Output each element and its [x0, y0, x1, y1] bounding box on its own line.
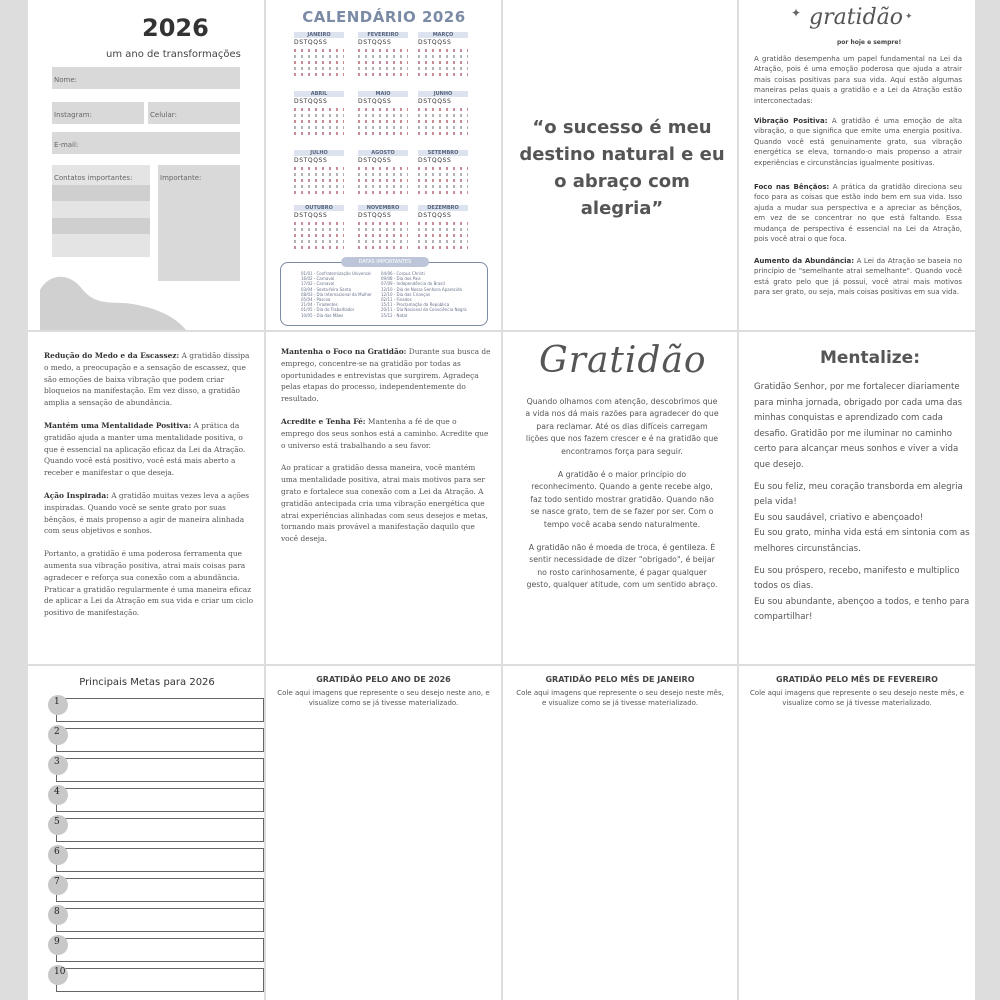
day-row: [418, 167, 468, 170]
fear-scarcity-text: [44, 350, 256, 630]
goal-row[interactable]: [48, 755, 248, 781]
section-faith: Acredite e Tenha Fé: Mantenha a fé de que o emprego dos seus sonhos está a caminho. Acredite que o universo está trabalhando a seu favor.: [281, 416, 489, 450]
important-date: 10/05 - Dia das Mães: [301, 312, 344, 318]
gratitude-section-vibration: Vibração Positiva: A gratidão é uma emoção de alta vibração, o que significa que emite uma energia positiva. Quando você está genuinamente grato, sua vibração energética se eleva, tornando-o mais propenso a atrair experiências e circunstâncias igualmente positivas.: [754, 117, 962, 167]
day-row: [418, 55, 468, 58]
month-name: OUTUBRO: [294, 205, 344, 211]
year-title: 2026: [142, 14, 209, 42]
day-row: [358, 114, 408, 117]
day-row: [294, 67, 344, 70]
weekday-header: DSTQQSS: [418, 157, 452, 164]
weekday-header: DSTQQSS: [358, 212, 392, 219]
day-row: [294, 173, 344, 176]
day-row: [358, 173, 408, 176]
important-date: 16/02 - Carnaval: [301, 276, 335, 282]
goal-number-circle: 8: [48, 905, 68, 925]
day-row: [294, 222, 344, 225]
mentalize-title: Mentalize:: [819, 348, 921, 368]
day-row: [418, 132, 468, 135]
name-field[interactable]: Nome:: [52, 67, 240, 89]
day-row: [418, 185, 468, 188]
gratitude-script-title: gratidão: [809, 5, 904, 30]
important-date: 07/09 - Independência do Brasil: [381, 281, 445, 287]
day-row: [358, 246, 408, 249]
goal-input-box[interactable]: [56, 728, 264, 752]
gratitude-section-abundance: Aumento da Abundância: A Lei da Atração se baseia no princípio de "semelhante atrai semelhante". Quando você está grato pelo que já possui, você atrai mais motivos para ser grato, ou seja, mais coisas positivas em sua vida.: [754, 257, 962, 297]
day-row: [358, 132, 408, 135]
gratitude-intro: A gratidão desempenha um papel fundamental na Lei da Atração, pois é uma emoção poderosa que ajuda a atrair mais coisas positivas para sua vida. Aqui estão algumas maneiras pelas quais a gratidão e a Lei da Atração estão interconectadas:: [754, 55, 962, 105]
day-row: [358, 120, 408, 123]
day-row: [358, 185, 408, 188]
goal-row[interactable]: [48, 905, 248, 931]
month-name: JUNHO: [418, 91, 468, 97]
day-row: [294, 73, 344, 76]
calendar-month: [358, 91, 408, 135]
weekday-header: DSTQQSS: [294, 212, 328, 219]
goal-input-box[interactable]: [56, 878, 264, 902]
goal-row[interactable]: [48, 845, 248, 871]
goal-input-box[interactable]: [56, 758, 264, 782]
important-field[interactable]: Importante:: [158, 165, 240, 281]
day-row: [294, 108, 344, 111]
day-row: [294, 61, 344, 64]
goal-row[interactable]: [48, 695, 248, 721]
section-positive-mindset: Mantém uma Mentalidade Positiva: A prática da gratidão ajuda a manter uma mentalidade positiva, o que é essencial na aplicação eficaz da Lei da Atração. Quando você está positivo, você está mais aberto a receber e manifestar o que deseja.: [44, 420, 246, 478]
goal-number-circle: 6: [48, 845, 68, 865]
day-row: [418, 114, 468, 117]
day-row: [294, 120, 344, 123]
dates-list-right: [381, 271, 467, 318]
month-name: MAIO: [358, 91, 408, 97]
goal-number-circle: 9: [48, 935, 68, 955]
calendar-month: [294, 205, 344, 249]
day-row: [418, 49, 468, 52]
vision-year-panel: [266, 666, 501, 1000]
day-row: [418, 222, 468, 225]
sparkle-icon: ✦: [905, 12, 913, 22]
important-date: 01/01 - Confraternização Universal: [301, 271, 371, 276]
goal-input-box[interactable]: [56, 698, 264, 722]
gratitude-article-panel: [739, 0, 975, 330]
goal-row[interactable]: [48, 785, 248, 811]
important-date: 15/11 - Proclamação da República: [381, 302, 450, 308]
important-date: 21/04 - Tiradentes: [301, 302, 338, 308]
month-name: SETEMBRO: [418, 150, 468, 156]
calendar-panel: [266, 0, 501, 330]
day-row: [294, 55, 344, 58]
weekday-header: DSTQQSS: [358, 39, 392, 46]
important-date: 01/05 - Dia do Trabalhador: [301, 307, 355, 313]
calendar-month: [358, 150, 408, 194]
goals-panel: [28, 666, 264, 1000]
affirmation-quote: “o sucesso é meu destino natural e eu o abraço com alegria”: [519, 117, 725, 219]
goal-input-box[interactable]: [56, 818, 264, 842]
goal-number-circle: 1: [48, 695, 68, 715]
day-row: [418, 108, 468, 111]
vision-year-title: GRATIDÃO PELO ANO DE 2026: [316, 675, 451, 684]
month-name: DEZEMBRO: [418, 205, 468, 211]
day-row: [358, 55, 408, 58]
contacts-stripe: [52, 218, 150, 234]
goal-input-box[interactable]: [56, 788, 264, 812]
day-row: [418, 240, 468, 243]
day-row: [358, 228, 408, 231]
calendar-title: CALENDÁRIO 2026: [302, 8, 466, 26]
day-row: [418, 246, 468, 249]
important-date: 04/06 - Corpus Christi: [381, 271, 425, 276]
important-date: 05/04 - Páscoa: [301, 297, 331, 303]
day-row: [418, 126, 468, 129]
day-row: [294, 114, 344, 117]
day-row: [294, 191, 344, 194]
gratitude-page-panel: [503, 332, 737, 664]
contacts-field[interactable]: Contatos importantes:: [52, 165, 150, 257]
section-closing: Portanto, a gratidão é uma poderosa ferramenta que aumenta sua vibração positiva, atrai mais coisas para agradecer e reforça sua conexão com a abundância. Praticar a gratidão regularmente é uma maneira eficaz de aplicar a Lei da Atração em sua vida e criar um ciclo positivo de manifestação.: [44, 549, 254, 618]
mentalize-panel: [739, 332, 975, 664]
important-date: 12/10 - Dia das Crianças: [381, 291, 431, 297]
day-row: [294, 167, 344, 170]
calendar-month: [294, 150, 344, 194]
month-name: MARÇO: [418, 32, 468, 38]
day-row: [294, 126, 344, 129]
important-date: 09/08 - Dia dos Pais: [381, 276, 421, 282]
focus-faith-panel: [266, 332, 501, 664]
important-date: 20/11 - Dia Nacional da Consciência Negra: [381, 307, 467, 313]
goal-number-circle: 4: [48, 785, 68, 805]
day-row: [294, 246, 344, 249]
quote-panel: [503, 0, 737, 330]
fear-scarcity-panel: [28, 332, 264, 664]
important-date: 02/11 - Finados: [381, 297, 412, 303]
day-row: [294, 240, 344, 243]
gratitude-page-text: Quando olhamos com atenção, descobrimos que a vida nos dá mais razões para agradecer do que para reclamar. Até os dias difíceis carregam lições que nos fazem crescer e é na gratidão que encontramos força para seguir. A gratidão é o maior princípio do reconhecimento. Quando a gente recebe algo, faz todo sentido mostrar gratidão. Quando não se nasce grato, tem de se fazer por ser. Com o tempo você acaba sendo naturalmente. A gratidão não é moeda de troca, é gentileza. É sentir necessidade de dizer "obrigado", é beijar no rosto carinhosamente, é pagar qualquer gesto, qualquer atitude, com um sentido abraço.: [525, 397, 719, 590]
goal-row[interactable]: [48, 935, 248, 961]
day-row: [358, 49, 408, 52]
weekday-header: DSTQQSS: [358, 98, 392, 105]
goal-number-circle: 7: [48, 875, 68, 895]
day-row: [418, 234, 468, 237]
goal-input-box[interactable]: [56, 908, 264, 932]
goal-number-circle: 3: [48, 755, 68, 775]
day-row: [418, 73, 468, 76]
weekday-header: DSTQQSS: [418, 98, 452, 105]
day-row: [358, 108, 408, 111]
sparkle-icon: ✦: [791, 6, 802, 20]
goal-input-box[interactable]: [56, 968, 264, 992]
mentalize-text: Gratidão Senhor, por me fortalecer diariamente para minha jornada, obrigado por cada uma das minhas conquistas e aprendizado com cada desafio. Gratidão por me iluminar no caminho certo para alcançar meus sonhos e viver a vida que desejo. Eu sou feliz, meu coração transborda em alegria pela vida! Eu sou saudável, criativo e abençoado! Eu sou grato, minha vida está em sintonia com as melhores circunstâncias. Eu sou próspero, recebo, manifesto e multiplico todos os dias. Eu sou abundante, abençoo a todos, e tenho para compartilhar!: [754, 382, 970, 623]
email-field[interactable]: E-mail:: [52, 132, 240, 154]
goals-title: Principais Metas para 2026: [79, 677, 215, 688]
vision-february-panel: [739, 666, 975, 1000]
calendar-month: [358, 32, 408, 76]
day-row: [418, 179, 468, 182]
contacts-stripe: [52, 185, 150, 201]
goal-row[interactable]: [48, 875, 248, 901]
personal-info-panel: [28, 0, 264, 330]
gratitude-tagline: por hoje e sempre!: [837, 39, 902, 46]
month-name: JULHO: [294, 150, 344, 156]
section-fear: Redução do Medo e da Escassez: A gratidão dissipa o medo, a preocupação e a sensação de escassez, que são emoções de baixa vibração que podem criar bloqueios na manifestação. Em vez disso, a gratidão amplia a sensação de abundância.: [44, 351, 250, 408]
vision-february-instructions: Cole aqui imagens que represente o seu desejo neste mês, e visualize como se já tivesse materializado.: [749, 689, 965, 707]
day-row: [358, 191, 408, 194]
day-row: [294, 179, 344, 182]
day-row: [358, 240, 408, 243]
day-row: [358, 73, 408, 76]
day-row: [294, 132, 344, 135]
important-dates-heading: DATAS IMPORTANTES: [341, 257, 429, 267]
month-name: ABRIL: [294, 91, 344, 97]
day-row: [358, 234, 408, 237]
day-row: [418, 67, 468, 70]
calendar-month: [418, 32, 468, 76]
section-focus: Mantenha o Foco na Gratidão: Durante sua busca de emprego, concentre-se na gratidão por todas as oportunidades e entrevistas que surgirem. Agradeça pelas etapas do processo, independentemente do resultado.: [281, 347, 491, 404]
instagram-field[interactable]: Instagram:: [52, 102, 144, 124]
dates-list-left: [301, 271, 372, 318]
important-date: 12/10 - Dia de Nossa Senhora Aparecida: [381, 286, 462, 292]
day-row: [294, 185, 344, 188]
goal-number-circle: 2: [48, 725, 68, 745]
weekday-header: DSTQQSS: [294, 98, 328, 105]
day-row: [294, 49, 344, 52]
day-row: [294, 234, 344, 237]
vision-january-title: GRATIDÃO PELO MÊS DE JANEIRO: [545, 675, 695, 684]
weekday-header: DSTQQSS: [294, 157, 328, 164]
phone-field[interactable]: Celular:: [148, 102, 240, 124]
day-row: [358, 126, 408, 129]
day-row: [418, 228, 468, 231]
focus-faith-text: [281, 346, 491, 556]
day-row: [358, 67, 408, 70]
vision-january-instructions: Cole aqui imagens que represente o seu desejo neste mês, e visualize como se já tivesse materializado.: [516, 689, 724, 707]
vision-year-instructions: Cole aqui imagens que represente o seu desejo neste ano, e visualize como se já tivesse materializado.: [277, 689, 490, 707]
month-name: AGOSTO: [358, 150, 408, 156]
goal-number-circle: 5: [48, 815, 68, 835]
section-inspired-action: Ação Inspirada: A gratidão muitas vezes leva a ações inspiradas. Quando você se sente grato por suas bênçãos, é mais propenso a agir de maneira alinhada com seus objetivos e sonhos.: [44, 490, 250, 536]
decorative-wave-shape: [28, 260, 188, 330]
day-row: [358, 61, 408, 64]
calendar-month: [418, 91, 468, 135]
goal-row[interactable]: [48, 965, 248, 991]
month-name: NOVEMBRO: [358, 205, 408, 211]
day-row: [294, 228, 344, 231]
important-date: 25/12 - Natal: [381, 312, 408, 318]
month-name: FEVEREIRO: [358, 32, 408, 38]
goal-input-box[interactable]: [56, 848, 264, 872]
year-subtitle: um ano de transformações: [106, 49, 241, 60]
calendar-month: [358, 205, 408, 249]
day-row: [418, 173, 468, 176]
important-date: 17/02 - Carnaval: [301, 281, 335, 287]
vision-january-panel: [503, 666, 737, 1000]
calendar-month: [294, 91, 344, 135]
calendar-month: [294, 32, 344, 76]
goal-row[interactable]: [48, 815, 248, 841]
important-date: 08/03 - Dia Internacional da Mulher: [301, 291, 372, 297]
day-row: [418, 61, 468, 64]
weekday-header: DSTQQSS: [418, 212, 452, 219]
weekday-header: DSTQQSS: [358, 157, 392, 164]
section-closing: Ao praticar a gratidão dessa maneira, você mantém uma mentalidade positiva, atrai mais motivos para ser grato e fortalece sua conexão com a Lei da Atração. A gratidão antecipada cria uma vibração energética que atrai experiências alinhadas com seus desejos e metas, tornando mais provável a manifestação daquilo que você deseja.: [281, 463, 488, 544]
gratitude-section-focus: Foco nas Bênçãos: A prática da gratidão direciona seu foco para as coisas que estão indo bem em sua vida. Isso ajuda a mudar sua perspectiva e a apreciar as bênçãos, em vez de se concentrar no que está faltando. Essa mudança de perspectiva é essencial na Lei da Atração, pois você atrai o que foca.: [754, 183, 962, 244]
day-row: [418, 120, 468, 123]
goal-number-circle: 10: [48, 965, 68, 985]
goal-row[interactable]: [48, 725, 248, 751]
day-row: [358, 222, 408, 225]
goal-input-box[interactable]: [56, 938, 264, 962]
gratitude-page-title: Gratidão: [539, 340, 707, 381]
calendar-month: [418, 205, 468, 249]
important-dates-box: [280, 259, 488, 326]
month-name: JANEIRO: [294, 32, 344, 38]
vision-february-title: GRATIDÃO PELO MÊS DE FEVEREIRO: [776, 675, 938, 684]
weekday-header: DSTQQSS: [294, 39, 328, 46]
calendar-month: [418, 150, 468, 194]
day-row: [358, 167, 408, 170]
day-row: [358, 179, 408, 182]
day-row: [418, 191, 468, 194]
weekday-header: DSTQQSS: [418, 39, 452, 46]
important-date: 03/04 - Sexta-feira Santa: [301, 286, 352, 292]
